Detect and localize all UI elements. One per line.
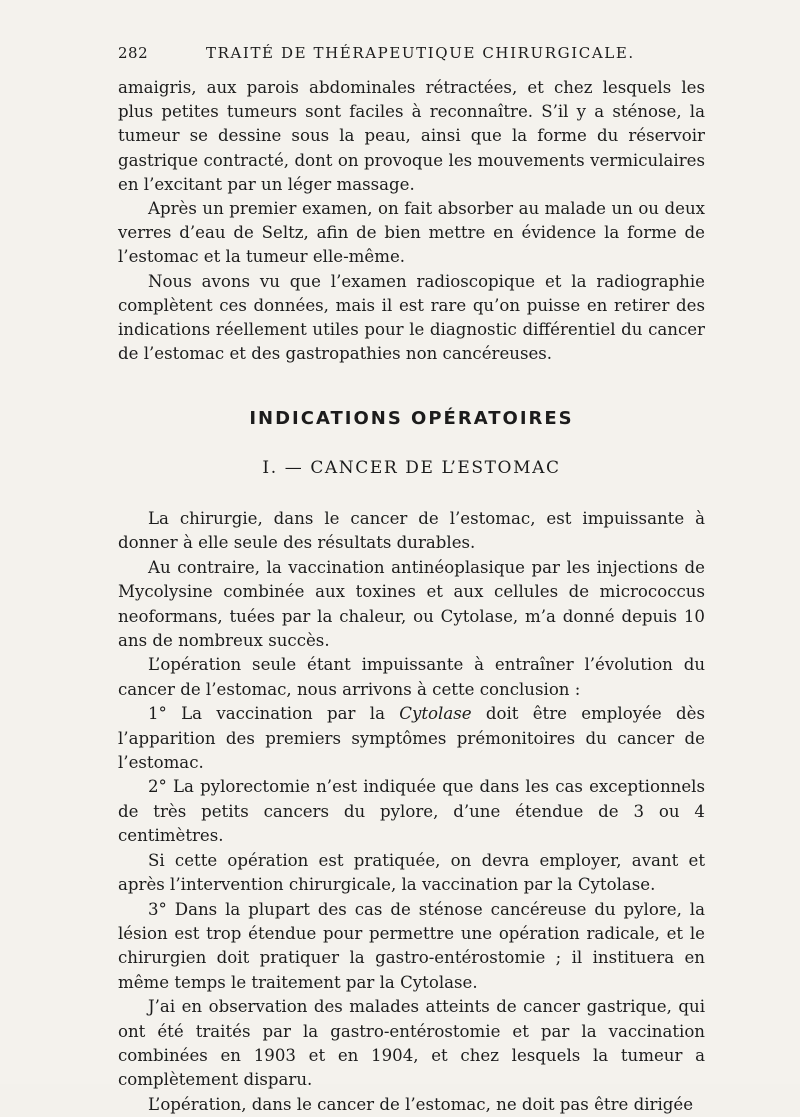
paragraph: 3° Dans la plupart des cas de sténose cancéreuse du pylore, la lésion est trop étendue pour permettre une opération radicale, et le chirurgien doit pratiquer la gastro-entérostomie ; il instituera en même temps le traitement par la Cytolase. — [118, 899, 705, 992]
running-title: TRAITÉ DE THÉRAPEUTIQUE CHIRURGICALE. — [206, 44, 635, 62]
body-text-top — [118, 76, 705, 366]
running-header — [118, 44, 708, 68]
paragraph: J’ai en observation des malades atteints de cancer gastrique, qui ont été traités par la gastro-entérostomie et par la vaccination combinées en 1903 et en 1904, et chez lesquels la tumeur a complètement disparu. — [118, 997, 705, 1090]
italic-term: Cytolase — [399, 704, 472, 724]
paragraph-text: 1° La vaccination par la — [148, 704, 400, 724]
paragraph: L’opération seule étant impuissante à entraîner l’évolution du cancer de l’estomac, nous arrivons à cette conclusion : — [118, 655, 705, 699]
paragraph: amaigris, aux parois abdominales rétractées, et chez lesquels les plus petites tumeurs sont faciles à reconnaître. S’il y a sténose, la tumeur se dessine sous la peau, ainsi que la forme du réservoir gastrique contracté, dont on provoque les mouvements vermiculaires en l’excitant par un léger massage. — [118, 78, 705, 194]
subsection-heading: I. — CANCER DE L’ESTOMAC — [262, 458, 561, 478]
paragraph: Nous avons vu que l’examen radioscopique et la radiographie complètent ces données, mais il est rare qu’on puisse en retirer des indications réellement utiles pour le diagnostic différentiel du cancer de l’estomac et des gastropathies non cancéreuses. — [118, 271, 705, 364]
body-text-bottom — [118, 507, 705, 1117]
paragraph — [118, 702, 705, 775]
paragraph: La chirurgie, dans le cancer de l’estomac, est impuissante à donner à elle seule des résultats durables. — [118, 509, 705, 553]
paragraph: L’opération, dans le cancer de l’estomac, ne doit pas être dirigée — [148, 1094, 694, 1114]
section-heading: INDICATIONS OPÉRATOIRES — [249, 408, 574, 429]
paragraph: Au contraire, la vaccination antinéoplasique par les injections de Mycolysine combinée aux toxines et aux cellules de micrococcus neoformans, tuées par la chaleur, ou Cytolase, m’a donné depuis 10 ans de nombreux succès. — [118, 557, 705, 651]
page-number: 282 — [118, 44, 149, 62]
paragraph: Après un premier examen, on fait absorber au malade un ou deux verres d’eau de Seltz, afin de bien mettre en évidence la forme de l’estomac et la tumeur elle-même. — [118, 199, 705, 267]
paragraph-text: doit être employée dès l’apparition des premiers symptômes prémonitoires du cancer de l’estomac. — [118, 704, 705, 773]
paragraph: Si cette opération est pratiquée, on devra employer, avant et après l’intervention chirurgicale, la vaccination par la Cytolase. — [118, 850, 705, 895]
paragraph: 2° La pylorectomie n’est indiquée que dans les cas exceptionnels de très petits cancers du pylore, d’une étendue de 3 ou 4 centimètres. — [118, 777, 705, 846]
